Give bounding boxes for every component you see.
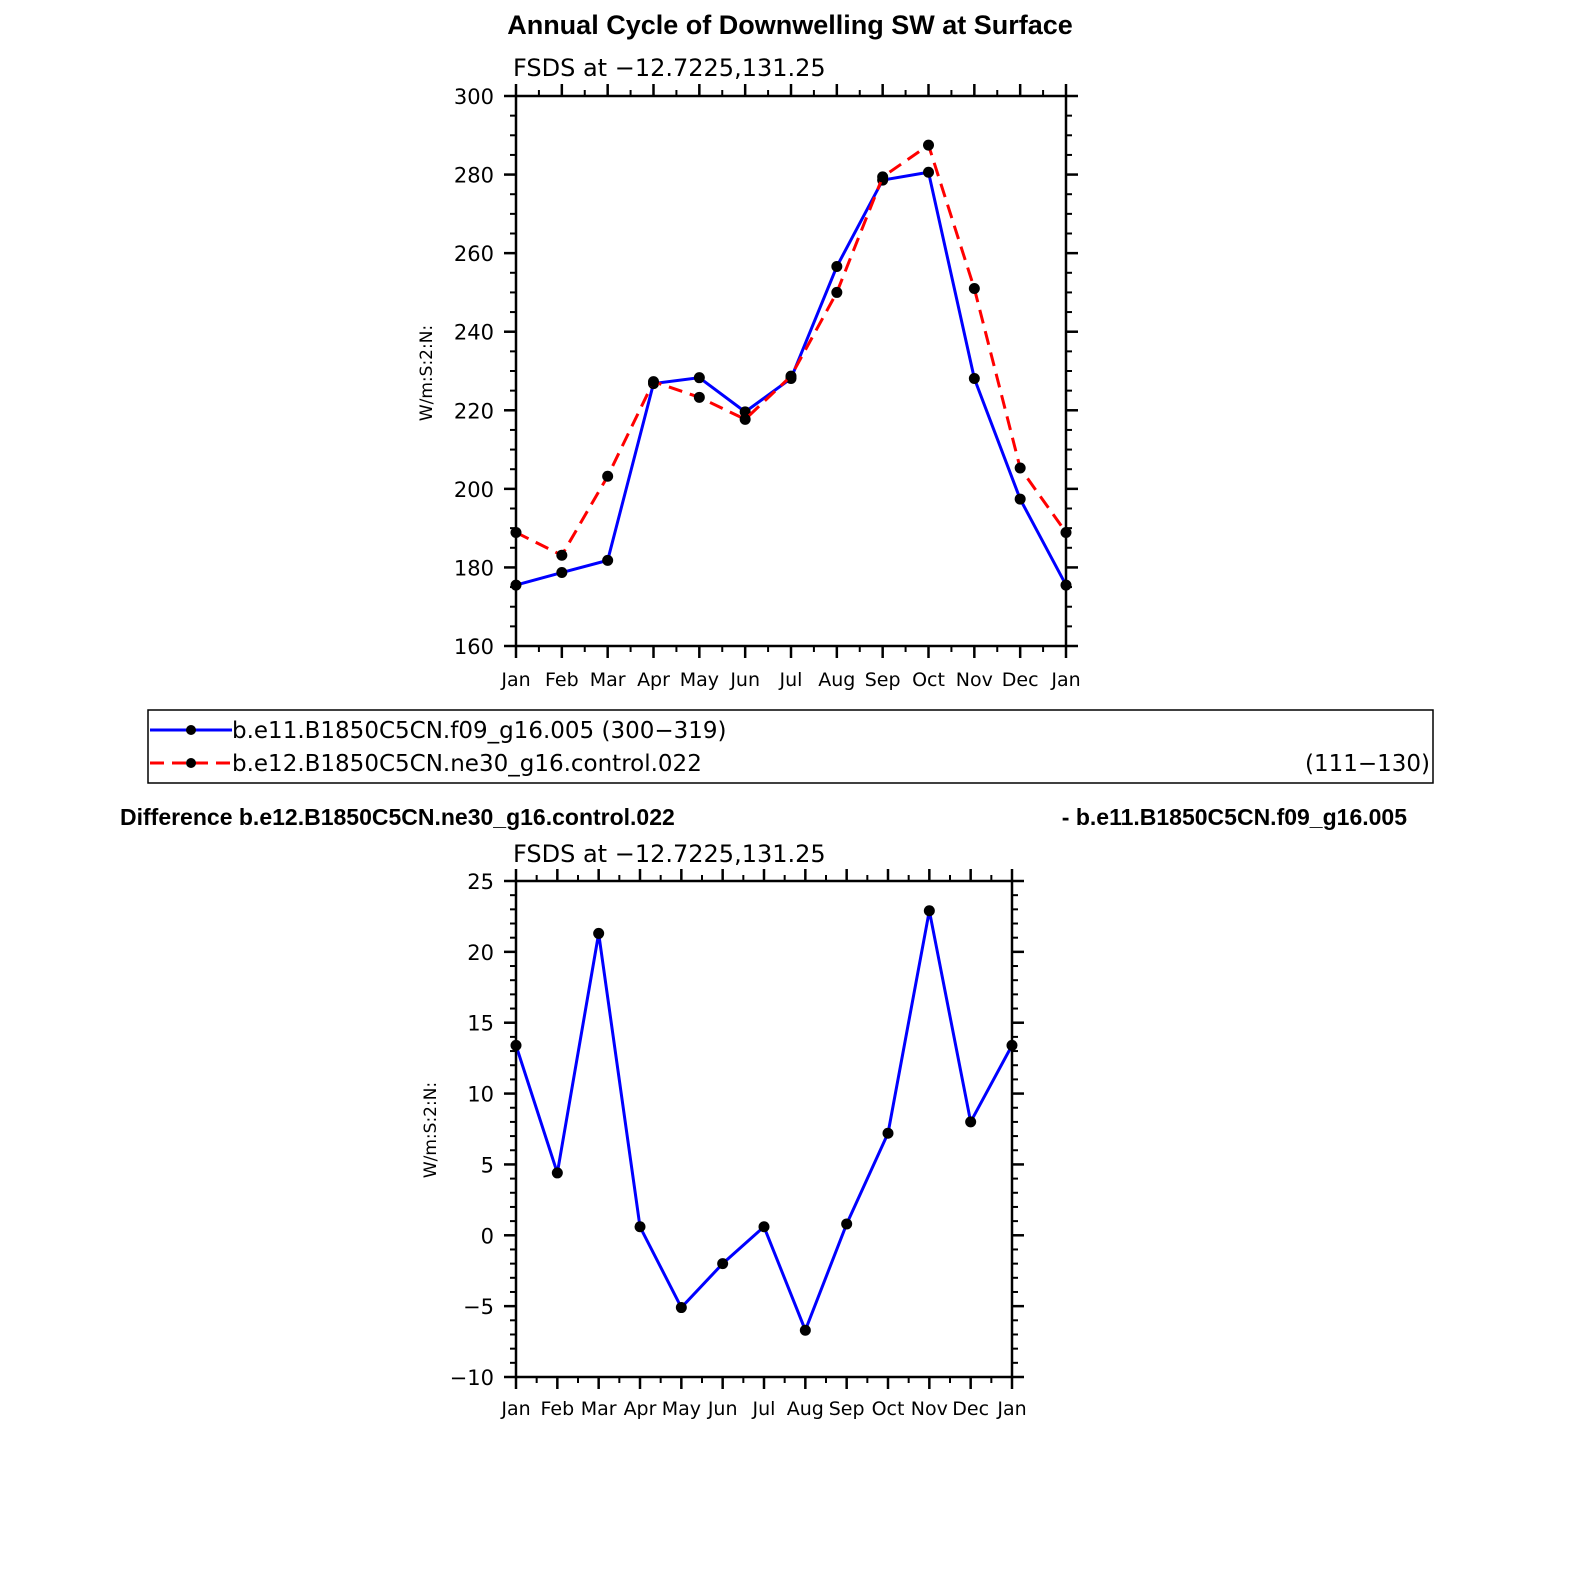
y-tick-label: 300	[453, 85, 494, 109]
x-tick-label: Aug	[818, 669, 856, 691]
x-tick-label: Apr	[637, 669, 670, 691]
y-tick-label: 180	[453, 556, 494, 581]
series-line-1	[516, 911, 1012, 1330]
x-tick-label: Jul	[752, 1398, 776, 1420]
series-1-point	[556, 567, 567, 578]
x-tick-label: Oct	[871, 1398, 905, 1420]
series-2-point	[602, 471, 613, 482]
series-1-point	[923, 167, 934, 178]
legend	[148, 710, 1433, 783]
y-tick-label: 280	[453, 163, 494, 188]
x-tick-label: Sep	[864, 669, 901, 691]
legend-marker-series-2	[186, 758, 196, 768]
series-1-point	[694, 372, 705, 383]
series-2-point	[556, 550, 567, 561]
y-tick-label: −10	[449, 1366, 494, 1390]
series-1-point	[965, 1116, 976, 1127]
y-tick-label: 200	[453, 477, 494, 502]
series-1-point	[924, 905, 935, 916]
x-tick-label: Mar	[589, 669, 626, 691]
top-chart	[417, 10, 1081, 691]
y-tick-label: 260	[453, 242, 494, 267]
series-1-point	[841, 1218, 852, 1229]
x-tick-label: Dec	[1001, 669, 1039, 691]
top-chart-ylabel: W/m:S:2:N:	[417, 324, 437, 422]
series-1-point	[552, 1167, 563, 1178]
bottom-chart-title: Difference b.e12.B1850C5CN.ne30_g16.control.022	[120, 804, 675, 830]
x-tick-label: Mar	[580, 1398, 617, 1420]
top-chart-title: Annual Cycle of Downwelling SW at Surface	[507, 10, 1073, 40]
series-1-point	[602, 555, 613, 566]
x-tick-label: Nov	[910, 1398, 948, 1420]
series-2-point	[740, 414, 751, 425]
x-tick-label: Jan	[1051, 669, 1081, 691]
bottom-chart-ylabel: W/m:S:2:N:	[421, 1081, 441, 1179]
series-2-point	[923, 140, 934, 151]
x-tick-label: Feb	[545, 669, 579, 691]
x-tick-label: Jan	[997, 1398, 1027, 1420]
series-1-point	[635, 1221, 646, 1232]
legend-label-series-2: b.e12.B1850C5CN.ne30_g16.control.022	[232, 751, 702, 777]
legend-label-series-1: b.e11.B1850C5CN.f09_g16.005 (300−319)	[232, 718, 727, 744]
bottom-chart-subtitle: FSDS at −12.7225,131.25	[513, 840, 826, 868]
y-tick-label: 5	[480, 1153, 494, 1178]
series-1-point	[593, 928, 604, 939]
y-tick-label: 220	[453, 399, 494, 424]
series-2-point	[969, 283, 980, 294]
x-tick-label: Jun	[707, 1398, 738, 1420]
series-1-point	[883, 1128, 894, 1139]
x-tick-label: Jun	[730, 669, 761, 691]
y-tick-label: 0	[480, 1224, 494, 1249]
series-line-2	[516, 145, 1066, 555]
series-2-point	[831, 287, 842, 298]
series-1-point	[759, 1221, 770, 1232]
series-2-point	[877, 171, 888, 182]
series-1-point	[1015, 494, 1026, 505]
top-chart-subtitle: FSDS at −12.7225,131.25	[513, 54, 826, 82]
series-1-point	[969, 373, 980, 384]
y-tick-label: 15	[467, 1011, 494, 1036]
x-tick-label: Dec	[952, 1398, 990, 1420]
y-tick-label: 10	[467, 1082, 494, 1107]
series-2-point	[1015, 463, 1026, 474]
series-2-point	[786, 371, 797, 382]
x-tick-label: Oct	[912, 669, 945, 691]
x-tick-label: May	[679, 669, 719, 691]
y-tick-label: 20	[467, 940, 494, 965]
legend-marker-series-1	[186, 725, 196, 735]
series-1-point	[717, 1258, 728, 1269]
y-tick-label: 25	[467, 870, 494, 894]
series-2-point	[694, 392, 705, 403]
series-1-point	[800, 1325, 811, 1336]
x-tick-label: Aug	[786, 1398, 824, 1420]
bottom-chart-title-right: - b.e11.B1850C5CN.f09_g16.005	[1061, 804, 1407, 830]
x-tick-label: Apr	[623, 1398, 657, 1420]
y-tick-label: −5	[463, 1295, 494, 1320]
x-tick-label: May	[661, 1398, 701, 1420]
x-tick-label: Sep	[828, 1398, 865, 1420]
x-tick-label: Jul	[779, 669, 803, 691]
x-tick-label: Jan	[501, 669, 531, 691]
series-1-point	[831, 261, 842, 272]
series-2-point	[648, 376, 659, 387]
bottom-chart	[120, 804, 1407, 1420]
x-tick-label: Feb	[540, 1398, 575, 1420]
x-tick-label: Jan	[501, 1398, 531, 1420]
series-1-point	[676, 1302, 687, 1313]
x-tick-label: Nov	[955, 669, 993, 691]
y-tick-label: 240	[453, 320, 494, 345]
y-tick-label: 160	[453, 635, 494, 659]
legend-label-series-2-years: (111−130)	[1304, 751, 1430, 777]
